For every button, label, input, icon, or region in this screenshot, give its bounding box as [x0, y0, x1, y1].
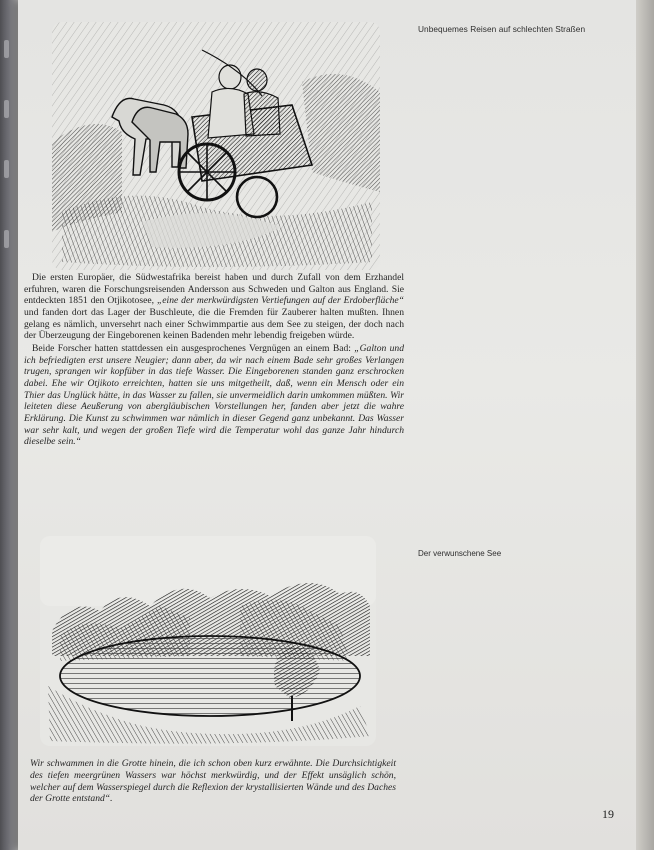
lake-illustration: [40, 536, 376, 746]
paragraph-2: Beide Forscher hatten stattdessen ein ausgesprochenes Vergnügen an einem Bad: „Galton und ich befriedigten erst unsere Neugier; dann aber, da wir nach einem Bade sehr großes Verlangen trugen, sprangen wir kopfüber in das tiefe Wasser. Die Eingeborenen standen ganz erschrocken dabei. Ehe wir Otjikoto erreichten, hatten sie uns mitgetheilt, daß, wenn ein Mensch oder ein Thier das Unglück hätte, in das Wasser zu fallen, sie unvermeidlich darin umkommen müßten. Wir leiteten diese Aeußerung von abergläubischen Vorstellungen her, fanden aber jetzt die wahre Erklärung. Die Kunst zu schwimmen war nämlich in dieser Gegend ganz unbekannt. Das Wasser war sehr kalt, und wegen der großen Tiefe wird die Temperatur wohl das ganze Jahr hindurch dieselbe sein.“: [24, 342, 405, 448]
closing-quote: Wir schwammen in die Grotte hinein, die ich schon oben kurz erwähnte. Die Durchsichtigkeit des tiefen meergrünen Wassers war höchst merkwürdig, und der Effekt unsäglich schön, welcher auf dem Wasserspiegel durch die Reflexion der krystallisierten Wände und des Daches der Grotte entstand“.: [30, 758, 396, 805]
figure-caption: Der verwunschene See: [418, 549, 502, 558]
quote-long: „Galton und ich befriedigten erst unsere Neugier; dann aber, da wir nach einem Bade sehr großes Verlangen trugen, sprangen wir kopfüber in das tiefe Wasser. Die Eingeborenen standen ganz erschrocken dabei. Ehe wir Otjikoto erreichten, hatten sie uns mitgetheilt, daß, wenn ein Mensch oder ein Thier das Unglück hätte, in das Wasser zu fallen, sie unvermeidlich darin umkommen müßten. Wir leiteten diese Aeußerung von abergläubischen Vorstellungen her, fanden aber jetzt die wahre Erklärung. Die Kunst zu schwimmen war nämlich in dieser Gegend ganz unbekannt. Das Wasser war sehr kalt, und wegen der großen Tiefe wird die Temperatur wohl das ganze Jahr hindurch dieselbe sein.“: [24, 342, 405, 448]
wagon-illustration: [52, 22, 380, 270]
page-number: 19: [602, 807, 614, 821]
main-text: [24, 272, 404, 448]
wagon-icon: [52, 22, 380, 270]
page-edge: [636, 0, 654, 850]
quote-inline: „eine der merkwürdigsten Vertiefungen auf der Erdoberfläche“: [156, 295, 404, 307]
lake-icon: [40, 536, 376, 746]
paragraph-1: Die ersten Europäer, die Südwestafrika bereist haben und durch Zufall von dem Erzhandel erfuhren, waren die Forschungsreisenden Andersson aus Schweden und Galton aus England. Sie entdeckten 1851 den Otjikotosee, „eine der merkwürdigsten Vertiefungen auf der Erdoberfläche“ und fanden dort das Lager der Buschleute, die die Fremden für Zauberer halten mußten. Ihnen gelang es nämlich, unversehrt nach einer Schwimmpartie aus dem See zu steigen, der doch nach der Überzeugung der Eingeborenen keinen Badenden mehr lebendig freigeben würde.: [24, 272, 404, 342]
running-head: Unbequemes Reisen auf schlechten Straßen: [418, 24, 586, 34]
book-binding: [0, 0, 20, 850]
